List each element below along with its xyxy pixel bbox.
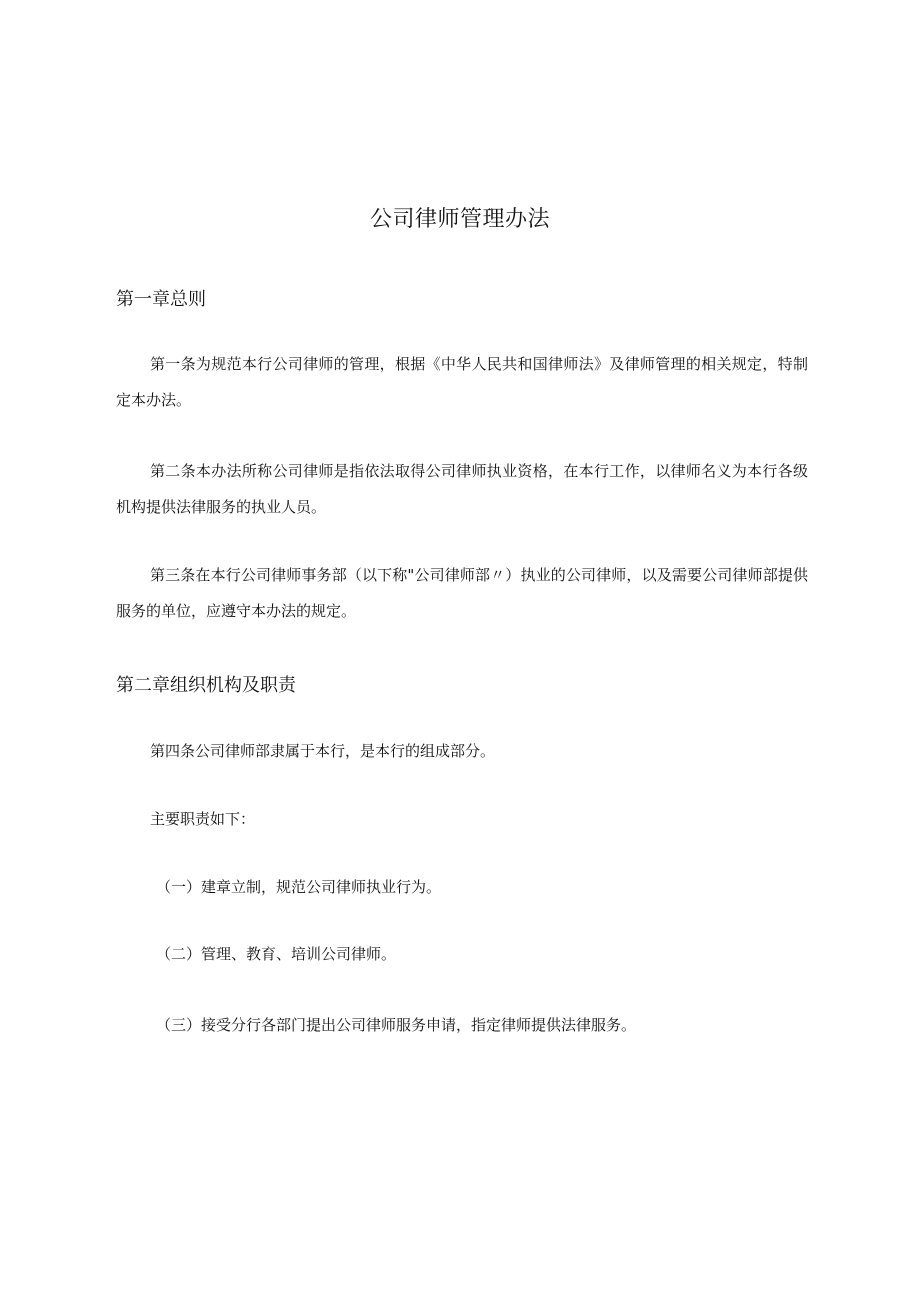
chapter-2-heading: 第二章组织机构及职责 xyxy=(116,675,296,696)
chapter-1-heading: 第一章总则 xyxy=(116,289,206,310)
duty-item-2: （二）管理、教育、培训公司律师。 xyxy=(156,945,397,963)
document-title: 公司律师管理办法 xyxy=(369,207,550,232)
duty-item-3: （三）接受分行各部门提出公司律师服务申请，指定律师提供法律服务。 xyxy=(156,1016,637,1034)
article-4: 第四条公司律师部隶属于本行，是本行的组成部分。 xyxy=(150,742,496,760)
article-3: 第三条在本行公司律师事务部（以下称"公司律师部〃）执业的公司律师，以及需要公司律师部提供服务的单位，应遵守本办法的规定。 xyxy=(116,566,808,620)
article-2: 第二条本办法所称公司律师是指依法取得公司律师执业资格，在本行工作，以律师名义为本行各级机构提供法律服务的执业人员。 xyxy=(116,462,808,516)
duties-intro: 主要职责如下： xyxy=(150,810,256,828)
article-1: 第一条为规范本行公司律师的管理，根据《中华人民共和国律师法》及律师管理的相关规定，特制定本办法。 xyxy=(116,355,808,409)
duty-item-1: （一）建章立制，规范公司律师执业行为。 xyxy=(156,878,442,896)
